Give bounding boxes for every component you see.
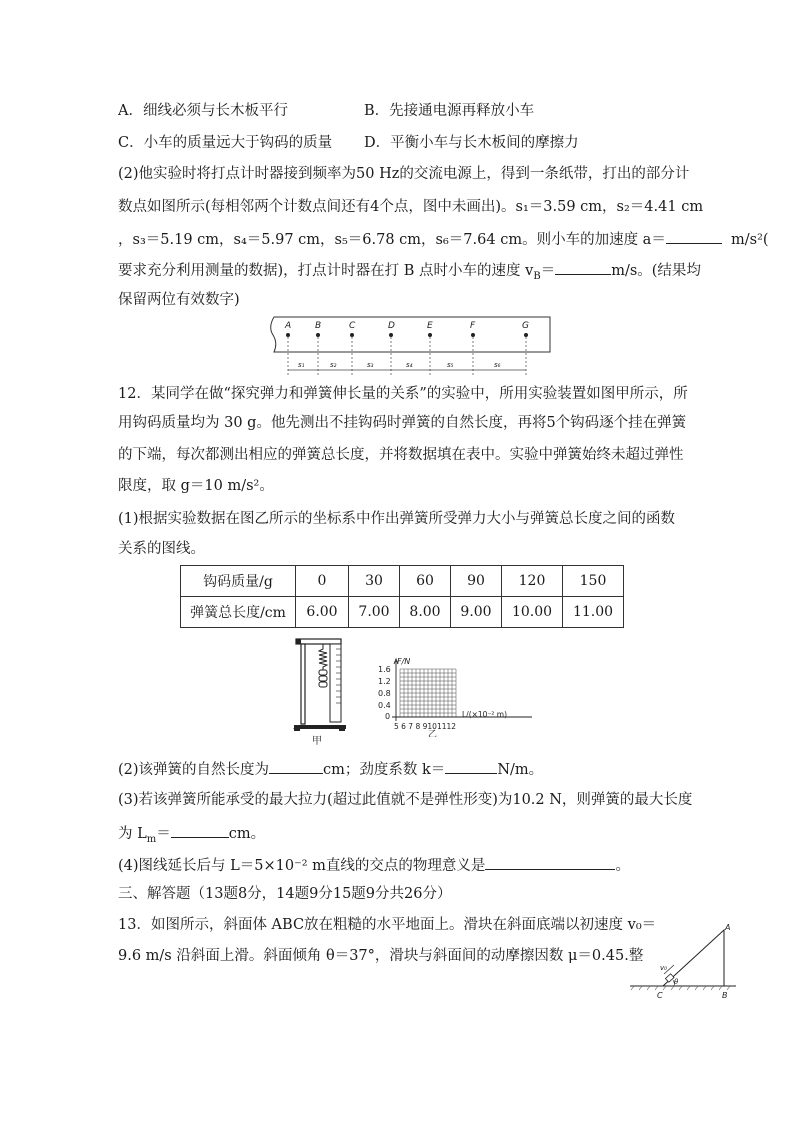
tape-label-e: E	[427, 321, 433, 331]
y-axis-label: F/N	[397, 657, 411, 666]
tape-label-b: B	[315, 321, 322, 331]
physical-meaning-blank	[485, 854, 615, 870]
table-cell: 150	[563, 566, 624, 597]
vertex-a-label: A	[725, 923, 731, 932]
q12-line6: 关系的图线。	[118, 541, 205, 557]
v0-label: v₀	[660, 964, 667, 972]
tape-dot-d	[389, 333, 393, 337]
tape-dot-e	[428, 333, 432, 337]
tape-seg-1: s₁	[298, 361, 305, 369]
paper-tape-figure	[268, 315, 553, 380]
vertex-c-label: C	[657, 991, 663, 1000]
table-cell: 30	[349, 566, 400, 597]
table-cell: 10.00	[502, 597, 563, 628]
tape-seg-4: s₄	[406, 361, 413, 369]
figure-jia-label: 甲	[312, 736, 322, 747]
q12-part2	[118, 758, 543, 780]
section-3-heading: 三、解答题（13题8分，14题9分15题9分共26分）	[118, 886, 452, 902]
velocity-blank	[555, 259, 611, 275]
q12-part2-unit: N/m。	[497, 762, 544, 778]
option-c: C．小车的质量远大于钩码的质量	[118, 135, 333, 151]
q12-part3-lm: 为 L	[118, 826, 147, 842]
q12-part4-text: (4)图线延长后与 L＝5×10⁻² m直线的交点的物理意义是	[118, 858, 486, 874]
grid-lines	[400, 669, 456, 717]
y-tick-0-4: 0.4	[378, 701, 391, 710]
table-row	[181, 597, 624, 628]
y-tick-0-8: 0.8	[378, 689, 391, 698]
y-tick-1-6: 1.6	[378, 665, 391, 674]
tape-dot-a	[286, 333, 290, 337]
vb-subscript: B	[533, 270, 541, 282]
lm-subscript: m	[146, 833, 157, 845]
option-a: A．细线必须与长木板平行	[118, 103, 288, 119]
q11-2-line1: (2)他实验时将打点计时器接到频率为50 Hz的交流电源上，得到一条纸带，打出的部分计	[118, 166, 690, 182]
tape-label-a: A	[285, 321, 292, 331]
q12-line3: 的下端，每次都测出相应的弹簧总长度，并将数据填在表中。实验中弹簧始终未超过弹性	[118, 447, 684, 463]
table-cell: 8.00	[400, 597, 451, 628]
tape-label-c: C	[349, 321, 356, 331]
y-tick-1-2: 1.2	[378, 677, 391, 686]
q13-line1: 13．如图所示，斜面体 ABC放在粗糙的水平地面上。滑块在斜面底端以初速度 v₀＝	[118, 917, 657, 933]
tape-label-f: F	[470, 321, 476, 331]
option-b: B．先接通电源再释放小车	[364, 103, 535, 119]
x-axis-label: L/(×10⁻² m)	[462, 710, 508, 719]
q11-2-line3-text: ，s₃＝5.19 cm，s₄＝5.97 cm，s₅＝6.78 cm，s₆＝7.64 cm。则小车的加速度 a＝	[118, 232, 666, 248]
q12-line5: (1)根据实验数据在图乙所示的坐标系中作出弹簧所受弹力大小与弹簧总长度之间的函数	[118, 511, 676, 527]
incline-figure	[628, 920, 740, 1002]
acceleration-unit: m/s²(	[731, 232, 769, 248]
q12-line4: 限度，取 g＝10 m/s²。	[118, 478, 274, 494]
q13-line2: 9.6 m/s 沿斜面上滑。斜面倾角 θ＝37°，滑块与斜面间的动摩擦因数 μ＝0.45.整	[118, 948, 644, 964]
q11-2-line2: 数点如图所示(每相邻两个计数点间还有4个点，图中未画出)。s₁＝3.59 cm，s₂＝4.41 cm	[118, 199, 704, 215]
tape-label-d: D	[388, 321, 395, 331]
max-length-blank	[171, 822, 229, 838]
q12-part4-end: 。	[615, 858, 630, 874]
natural-length-blank	[269, 758, 323, 774]
spring-constant-blank	[445, 758, 497, 774]
q11-2-eq: ＝	[540, 263, 556, 279]
tape-dot-b	[316, 333, 320, 337]
q12-part3: (3)若该弹簧所能承受的最大拉力(超过此值就不是弹性形变)为10.2 N，则弹簧的最大长度	[118, 792, 693, 808]
tape-seg-2: s₂	[330, 361, 337, 369]
q12-part3-unit: cm。	[228, 826, 266, 842]
tape-seg-5: s₅	[447, 361, 454, 369]
q11-2-line4-end: m/s。(结果均	[611, 263, 701, 279]
tape-seg-3: s₃	[367, 361, 374, 369]
q12-line2: 用钩码质量均为 30 g。他先测出不挂钩码时弹簧的自然长度，再将5个钩码逐个挂在弹簧	[118, 415, 687, 431]
table-cell: 120	[502, 566, 563, 597]
table-cell: 6.00	[296, 597, 349, 628]
q12-part3-eq: ＝	[156, 826, 171, 842]
q11-2-line4	[118, 259, 701, 287]
vertex-b-label: B	[722, 991, 728, 1000]
table-cell: 9.00	[451, 597, 502, 628]
y-tick-0: 0	[385, 712, 391, 721]
q12-part3-line2	[118, 822, 265, 850]
tape-dot-c	[350, 333, 354, 337]
spring-apparatus-figure	[290, 637, 352, 747]
q12-part2-text: (2)该弹簧的自然长度为	[118, 762, 270, 778]
q12-line1: 12．某同学在做“探究弹力和弹簧伸长量的关系”的实验中，所用实验装置如图甲所示，所	[118, 386, 688, 402]
option-d: D．平衡小车与长木板间的摩擦力	[364, 135, 579, 151]
q11-2-line5: 保留两位有效数字)	[118, 292, 240, 308]
row-label-length: 弹簧总长度/cm	[181, 597, 296, 628]
table-cell: 7.00	[349, 597, 400, 628]
figure-yi-label: 乙	[428, 730, 438, 737]
row-label-mass: 钩码质量/g	[181, 566, 296, 597]
tape-dot-g	[524, 333, 528, 337]
table-cell: 0	[296, 566, 349, 597]
tape-label-g: G	[522, 321, 529, 331]
table-cell: 11.00	[563, 597, 624, 628]
acceleration-blank	[666, 228, 722, 244]
tape-dot-f	[471, 333, 475, 337]
table-row	[181, 566, 624, 597]
q12-part2-k: cm；劲度系数 k＝	[323, 762, 446, 778]
table-cell: 60	[400, 566, 451, 597]
q12-part4	[118, 854, 630, 876]
f-vs-l-grid-figure	[370, 655, 540, 737]
q11-2-line3	[118, 228, 769, 250]
x-ticks: 5 6 7 8 9101112	[394, 722, 457, 731]
theta-label: θ	[674, 978, 679, 986]
spring-data-table	[180, 565, 624, 628]
q11-2-line4-text: 要求充分利用测量的数据)，打点计时器在打 B 点时小车的速度 v	[118, 263, 534, 279]
tape-seg-6: s₆	[494, 361, 501, 369]
table-cell: 90	[451, 566, 502, 597]
